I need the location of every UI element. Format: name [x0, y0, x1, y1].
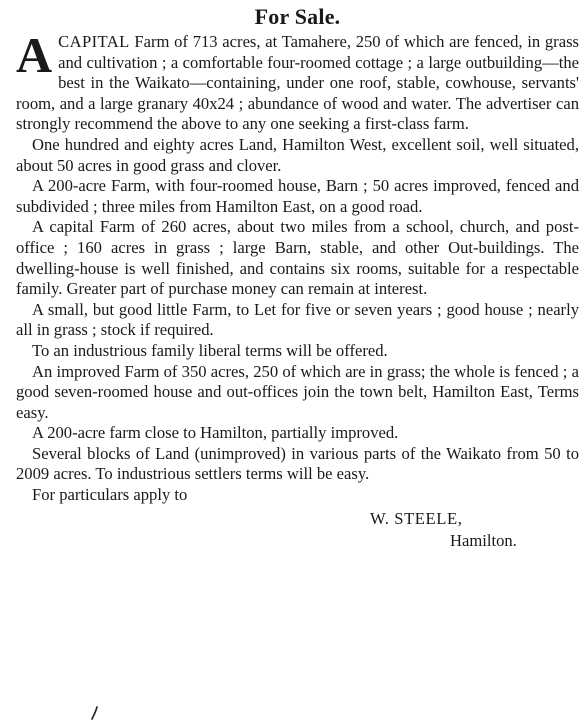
apply-line: For particulars apply to	[32, 485, 188, 505]
advertiser-name: W. STEELE,	[370, 508, 463, 528]
listing-item: A small, but good little Farm, to Let for five or seven years ; good house ; nearly all in grass ; stock if required.	[16, 299, 579, 340]
ad-body	[16, 27, 579, 506]
listing-item: An improved Farm of 350 acres, 250 of which are in grass; the whole is fenced ; a good seven-roomed house and out-offices join the town belt, Hamilton East, Terms easy.	[16, 361, 579, 422]
first-listing-text: Farm of 713 acres, at Tamahere, 250 of which are fenced, in grass and cultivation ; a comfortable four-roomed cottage ; a large outbuilding—the best in the Waikato—containing, under one roof, stable, cowhouse, servants' room, and a large granary 40x24 ; abundance of wood and water. The advertiser can strongly recommend the above to any one seeking a first-class farm.	[16, 32, 579, 134]
first-word: CAPITAL	[58, 32, 130, 51]
listing-item: A 200-acre Farm, with four-roomed house, Barn ; 50 acres improved, fenced and subdivided ; three miles from Hamilton East, on a good road.	[16, 176, 579, 216]
listing-item: One hundred and eighty acres Land, Hamilton West, excellent soil, well situated, about 50 acres in good grass and clover.	[16, 134, 579, 175]
ink-mark-icon	[90, 706, 100, 720]
drop-cap: A	[16, 27, 53, 83]
ad-title: For Sale.	[254, 4, 341, 29]
signature-block	[16, 506, 579, 552]
listing-item: A capital Farm of 260 acres, about two miles from a school, church, and post-office ; 160 acres in grass ; large Barn, stable, and other Out-buildings. The dwelling-house is well finished, and contains six rooms, suitable for a respectable family. Greater part of purchase money can remain at interest.	[16, 217, 579, 299]
listing-item: Several blocks of Land (unimproved) in various parts of the Waikato from 50 to 2009 acres. To industrious settlers terms will be easy.	[16, 443, 579, 484]
listing-first	[16, 27, 579, 135]
advertiser-place: Hamilton.	[450, 530, 517, 550]
listing-item: A 200-acre farm close to Hamilton, partially improved.	[32, 423, 399, 443]
listing-item: To an industrious family liberal terms will be offered.	[32, 340, 388, 360]
